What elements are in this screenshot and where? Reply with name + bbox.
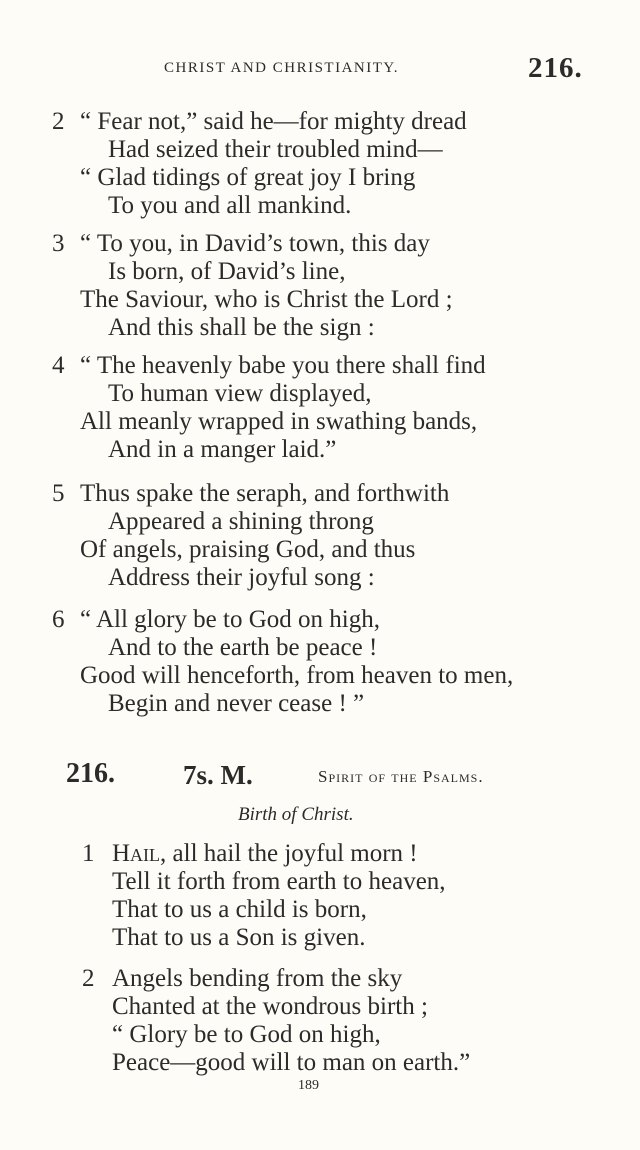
stanza-number: 6 <box>52 606 65 633</box>
verse-line: “ All glory be to God on high, <box>80 606 380 633</box>
verse-line: Address their joyful song : <box>108 564 375 591</box>
verse-line: Good will henceforth, from heaven to men, <box>80 662 514 689</box>
hymn-subtitle: Birth of Christ. <box>238 804 354 825</box>
verse-line-rest: all hail the joyful morn ! <box>166 840 418 867</box>
verse-line: That to us a Son is given. <box>112 924 366 951</box>
verse-line: Begin and never cease ! ” <box>108 690 365 717</box>
verse-line: All meanly wrapped in swathing bands, <box>80 408 478 435</box>
verse-line: Is born, of David’s line, <box>108 258 346 285</box>
verse-line: Angels bending from the sky <box>112 965 403 992</box>
verse-line: To human view displayed, <box>108 380 372 407</box>
verse-line: “ Fear not,” said he—for mighty dread <box>80 108 467 135</box>
verse-line: “ Glad tidings of great joy I bring <box>80 164 416 191</box>
verse-line: And to the earth be peace ! <box>108 634 378 661</box>
verse-line: Of angels, praising God, and thus <box>80 536 416 563</box>
stanza-number: 4 <box>52 352 65 379</box>
verse-line: Thus spake the seraph, and forthwith <box>80 480 450 507</box>
hymn-number: 216. <box>66 758 115 789</box>
stanza-number: 3 <box>52 230 65 257</box>
stanza-number: 5 <box>52 480 65 507</box>
stanza-number: 2 <box>82 965 95 992</box>
hymn-meter: 7s. M. <box>183 760 253 790</box>
verse-line: Tell it forth from earth to heaven, <box>112 868 446 895</box>
verse-line: And this shall be the sign : <box>108 314 375 341</box>
page-number: 189 <box>298 1078 319 1093</box>
verse-line: “ To you, in David’s town, this day <box>80 230 430 257</box>
verse-line: Chanted at the wondrous birth ; <box>112 993 428 1020</box>
stanza-number: 2 <box>52 108 65 135</box>
first-word-small-caps: Hail, <box>112 840 167 867</box>
verse-line: Appeared a shining throng <box>108 508 374 535</box>
verse-line: And in a manger laid.” <box>108 436 337 463</box>
hymn-source: Spirit of the Psalms. <box>318 767 484 786</box>
verse-line: That to us a child is born, <box>112 896 367 923</box>
verse-line: Peace—good will to man on earth.” <box>112 1049 471 1076</box>
verse-line: To you and all mankind. <box>108 192 352 219</box>
verse-line: The Saviour, who is Christ the Lord ; <box>80 286 453 313</box>
header-hymn-number: 216. <box>528 52 583 84</box>
verse-line <box>112 840 418 868</box>
verse-line: Had seized their troubled mind— <box>108 136 443 163</box>
stanza-number: 1 <box>82 840 95 867</box>
verse-line: “ Glory be to God on high, <box>112 1021 381 1048</box>
running-title: CHRIST AND CHRISTIANITY. <box>164 60 400 76</box>
verse-line: “ The heavenly babe you there shall find <box>80 352 486 379</box>
